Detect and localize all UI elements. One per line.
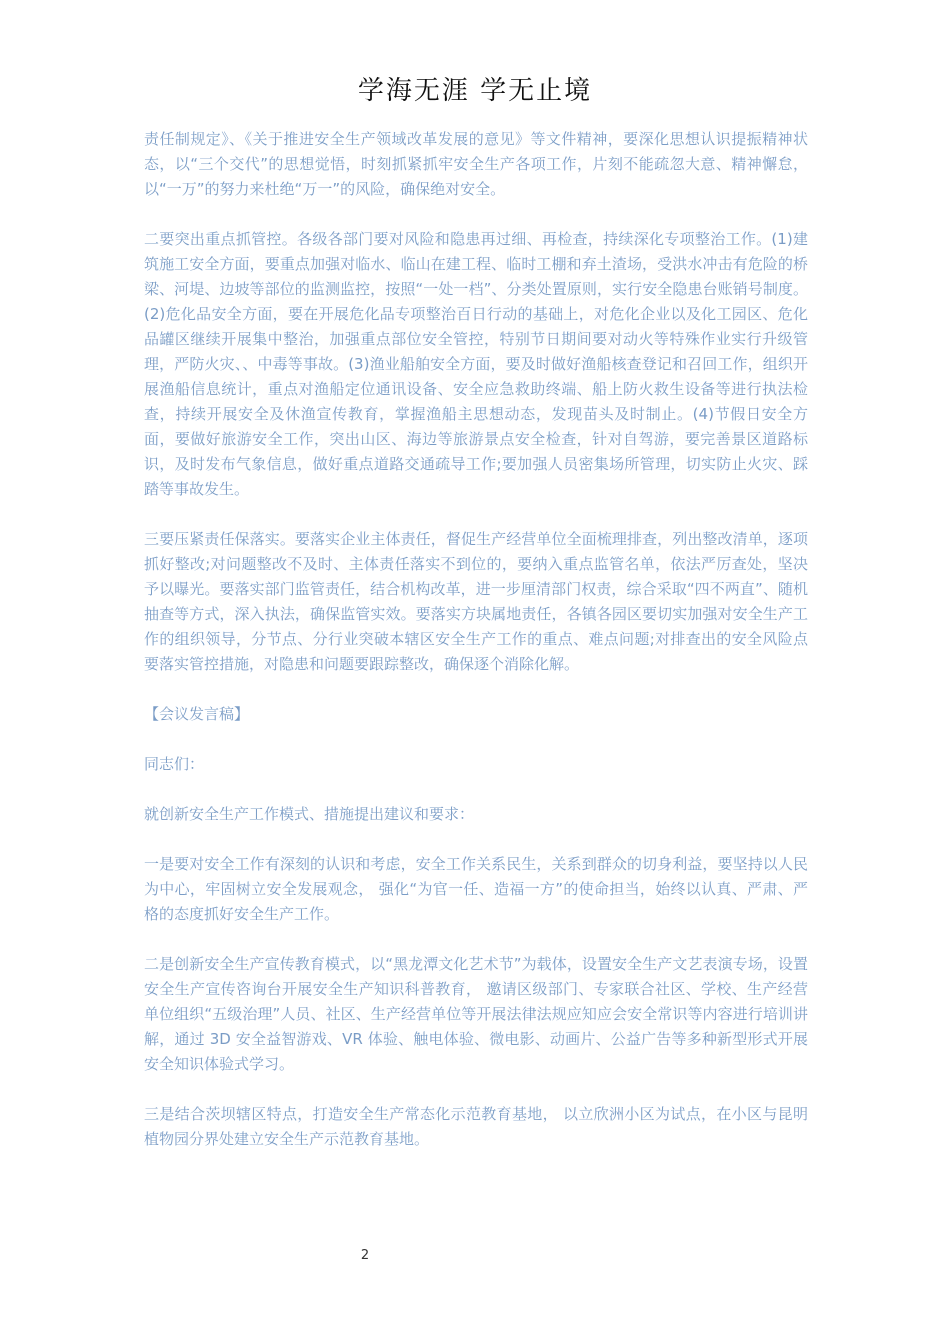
paragraph-point-2: 二是创新安全生产宣传教育模式，以“黑龙潭文化艺术节”为载体，设置安全生产文艺表演专场，设置安全生产宣传咨询台开展安全生产知识科普教育， 邀请区级部门、专家联合社区、学校、生产经营单位组织“五级治理”人员、社区、生产经营单位等开展法律法规应知应会安全常识等内容进行培训讲解，通过 3D 安全益智游戏、VR 体验、触电体验、微电影、动画片、公益广告等多种新型形式开展安全知识体验式学习。 xyxy=(144,955,808,1073)
paragraph-1: 责任制规定》、《关于推进安全生产领域改革发展的意见》等文件精神，要深化思想认识提振精神状态，以“三个交代”的思想觉悟，时刻抓紧抓牢安全生产各项工作，片刻不能疏忽大意、精神懈怠，以“一万”的努力来杜绝“万一”的风险，确保绝对安全。 xyxy=(144,130,808,198)
section-heading: 【会议发言稿】 xyxy=(144,705,250,723)
intro-line: 就创新安全生产工作模式、措施提出建议和要求： xyxy=(144,805,475,823)
paragraph-point-3: 三是结合茨坝辖区特点，打造安全生产常态化示范教育基地， 以立欣洲小区为试点，在小区与昆明植物园分界处建立安全生产示范教育基地。 xyxy=(144,1105,808,1148)
document-body xyxy=(144,127,808,1177)
salutation: 同志们： xyxy=(144,755,205,773)
page-header-title: 学海无涯 学无止境 xyxy=(357,76,593,106)
page-number: 2 xyxy=(360,1248,370,1263)
paragraph-3: 三要压紧责任保落实。要落实企业主体责任，督促生产经营单位全面梳理排查，列出整改清单，逐项抓好整改;对问题整改不及时、主体责任落实不到位的，要纳入重点监管名单，依法严厉查处，坚决予以曝光。要落实部门监管责任，结合机构改革，进一步厘清部门权责，综合采取“四不两直”、随机抽查等方式，深入执法，确保监管实效。要落实方块属地责任，各镇各园区要切实加强对安全生产工作的组织领导，分节点、分行业突破本辖区安全生产工作的重点、难点问题;对排查出的安全风险点要落实管控措施，对隐患和问题要跟踪整改，确保逐个消除化解。 xyxy=(144,530,808,673)
paragraph-2: 二要突出重点抓管控。各级各部门要对风险和隐患再过细、再检查，持续深化专项整治工作。(1)建筑施工安全方面，要重点加强对临水、临山在建工程、临时工棚和弃土渣场，受洪水冲击有危险的桥梁、河堤、边坡等部位的监测监控，按照“一处一档”、分类处置原则，实行安全隐患台账销号制度。(2)危化品安全方面，要在开展危化品专项整治百日行动的基础上，对危化企业以及化工园区、危化品罐区继续开展集中整治，加强重点部位安全管控，特别节日期间要对动火等特殊作业实行升级管理，严防火灾、、中毒等事故。(3)渔业船舶安全方面，要及时做好渔船核查登记和召回工作，组织开展渔船信息统计，重点对渔船定位通讯设备、安全应急救助终端、船上防火救生设备等进行执法检查，持续开展安全及休渔宣传教育，掌握渔船主思想动态，发现苗头及时制止。(4)节假日安全方面，要做好旅游安全工作，突出山区、海边等旅游景点安全检查，针对自驾游，要完善景区道路标识，及时发布气象信息，做好重点道路交通疏导工作;要加强人员密集场所管理，切实防止火灾、踩踏等事故发生。 xyxy=(144,230,808,498)
paragraph-point-1: 一是要对安全工作有深刻的认识和考虑，安全工作关系民生，关系到群众的切身利益，要坚持以人民为中心，牢固树立安全发展观念， 强化“为官一任、造福一方”的使命担当，始终以认真、严肃、严格的态度抓好安全生产工作。 xyxy=(144,855,808,923)
